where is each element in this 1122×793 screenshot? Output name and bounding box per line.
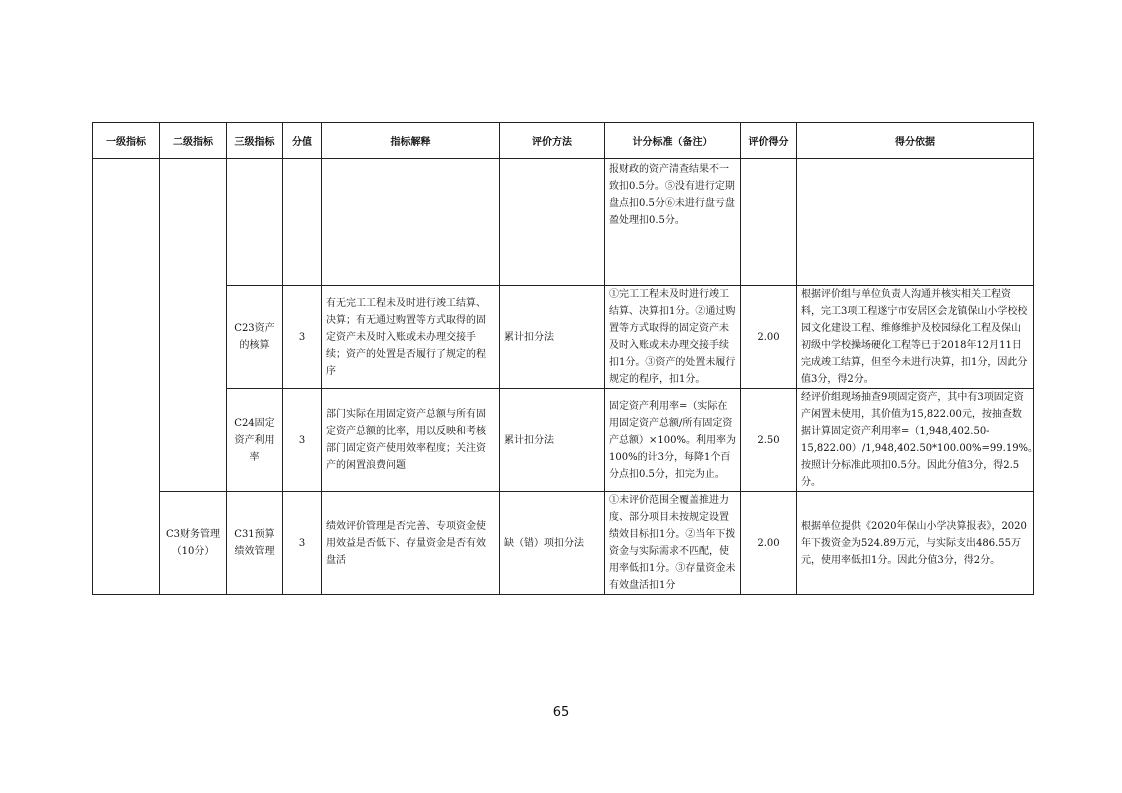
method-cell: 累计扣分法 [500, 389, 605, 492]
header-cell: 三级指标 [227, 123, 283, 159]
level3-cell [227, 159, 283, 286]
basis-cell: 根据评价组与单位负责人沟通并核实相关工程资料，完工3项工程遂宁市安居区会龙镇保山小学校校园文化建设工程、维修维护及校园绿化工程及保山初级中学校操场硬化工程等已于2018年12月11日完成竣工结算，但至今未进行决算，扣1分，因此分值3分，得2分。 [797, 286, 1034, 389]
header-cell: 指标解释 [322, 123, 500, 159]
table-row [93, 159, 1034, 286]
header-cell: 分值 [283, 123, 322, 159]
header-cell: 计分标准（备注） [605, 123, 741, 159]
level3-cell: C24固定资产利用率 [227, 389, 283, 492]
score-cell: 3 [283, 492, 322, 595]
level1-cell [93, 159, 160, 595]
explain-cell: 有无完工工程未及时进行竣工结算、决算；有无通过购置等方式取得的固定资产未及时入账或未办理交接手续；资产的处置是否履行了规定的程序 [322, 286, 500, 389]
table-row [93, 389, 1034, 492]
explain-cell: 绩效评价管理是否完善、专项资金使用效益是否低下、存量资金是否有效盘活 [322, 492, 500, 595]
header-cell: 评价方法 [500, 123, 605, 159]
table-header-row [93, 123, 1034, 159]
page-number: 65 [552, 705, 570, 720]
header-cell: 二级指标 [160, 123, 227, 159]
basis-cell [797, 159, 1034, 286]
header-cell: 评价得分 [741, 123, 797, 159]
method-cell [500, 159, 605, 286]
standard-cell: ①完工工程未及时进行竣工结算、决算扣1分。②通过购置等方式取得的固定资产未及时入账或未办理交接手续扣1分。③资产的处置未履行规定的程序，扣1分。 [605, 286, 741, 389]
level2-cell [160, 159, 227, 492]
eval-score-cell: 2.50 [741, 389, 797, 492]
explain-cell [322, 159, 500, 286]
score-cell: 3 [283, 389, 322, 492]
score-cell [283, 159, 322, 286]
level3-cell: C23资产的核算 [227, 286, 283, 389]
eval-score-cell: 2.00 [741, 286, 797, 389]
header-cell: 一级指标 [93, 123, 160, 159]
score-cell: 3 [283, 286, 322, 389]
basis-cell: 根据单位提供《2020年保山小学决算报表》，2020年下拨资金为524.89万元，与实际支出486.55万元，使用率低扣1分。因此分值3分，得2分。 [797, 492, 1034, 595]
standard-cell: 固定资产利用率=（实际在用固定资产总额/所有固定资产总额）×100%。利用率为100%的计3分，每降1个百分点扣0.5分，扣完为止。 [605, 389, 741, 492]
table-row [93, 286, 1034, 389]
method-cell: 累计扣分法 [500, 286, 605, 389]
table-row [93, 492, 1034, 595]
eval-score-cell [741, 159, 797, 286]
standard-cell: 报财政的资产清查结果不一致扣0.5分。⑤没有进行定期盘点扣0.5分⑥未进行盘亏盘盈处理扣0.5分。 [605, 159, 741, 286]
level2-cell: C3财务管理（10分） [160, 492, 227, 595]
header-cell: 得分依据 [797, 123, 1034, 159]
method-cell: 缺（错）项扣分法 [500, 492, 605, 595]
standard-cell: ①未评价范围全覆盖推进力度、部分项目未按规定设置绩效目标扣1分。②当年下拨资金与实际需求不匹配，使用率低扣1分。③存量资金未有效盘活扣1分 [605, 492, 741, 595]
basis-cell: 经评价组现场抽查9项固定资产，其中有3项固定资产闲置未使用，其价值为15,822.00元，按抽查数据计算固定资产利用率=（1,948,402.50-15,822.00）/1,948,402.50*100.00%=99.19%。按照计分标准此项扣0.5分。因此分值3分，得2.5分。 [797, 389, 1034, 492]
eval-score-cell: 2.00 [741, 492, 797, 595]
evaluation-table [92, 122, 1039, 595]
level3-cell: C31预算绩效管理 [227, 492, 283, 595]
explain-cell: 部门实际在用固定资产总额与所有固定资产总额的比率，用以反映和考核部门固定资产使用效率程度；关注资产的闲置浪费问题 [322, 389, 500, 492]
